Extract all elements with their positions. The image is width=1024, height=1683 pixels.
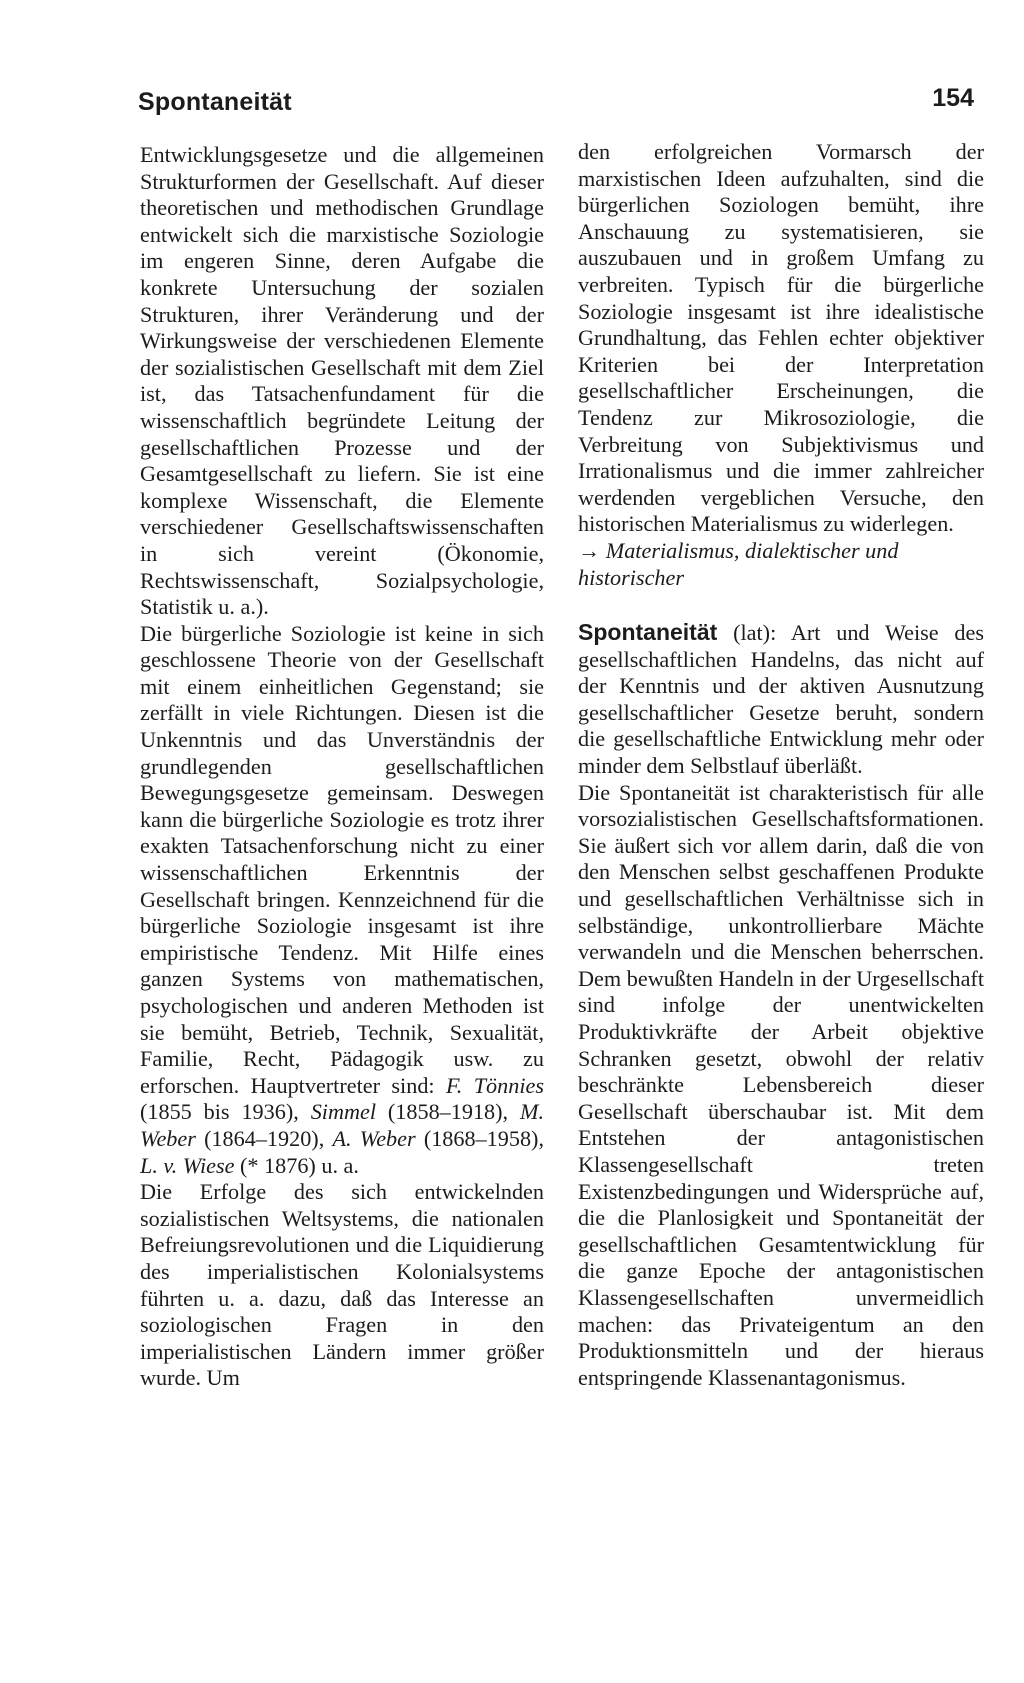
entry-etymology: (lat): [733,620,777,646]
paragraph-continuation: den erfolgreichen Vormarsch der marxistischen Ideen aufzuhalten, sind die bürgerlichen Soziologen bemüht, ihre Anschauung zu systematisieren, sie auszubauen und in großem Umfang zu verbreiten. Typisch für die bürgerliche Soziologie insgesamt ist ihre idealistische Grundhaltung, das Fehlen echter objektiver Kriterien bei der Interpretation gesellschaftlicher Erscheinungen, die Tendenz zur Mikrosoziologie, die Verbreitung von Subjektivismus und Irrationalismus und die immer zahlreicher werdenden vergeblichen Versuche, den historischen Materialismus zu widerlegen. [578,139,984,537]
author-m-weber: M. Weber [140,1099,545,1151]
paragraph-marxist-sociology: Entwicklungsgesetze und die allgemeinen Strukturformen der Gesellschaft. Auf dieser theoretischen und methodischen Grundlage entwickelt sich die marxistische Soziologie im engeren Sinne, deren Aufgabe die konkrete Untersuchung der sozialen Strukturen, ihrer Veränderung und der Wirkungsweise der verschiedenen Elemente der sozialistischen Gesellschaft mit dem Ziel ist, das Tatsachenfundament für die wissenschaftlich begründete Leitung der gesellschaftlichen Prozesse und der Gesamtgesellschaft zu liefern. Sie ist eine komplexe Wissenschaft, die Elemente verschiedener Gesellschaftswissenschaften in sich vereint (Ökonomie, Rechtswissenschaft, Sozialpsychologie, Statistik u. a.). [140,142,544,620]
cross-reference-target[interactable]: Materialismus, dialektischer und historischer [578,537,899,590]
years-simmel: (1858–1918), [387,1099,509,1125]
author-simmel: Simmel [310,1099,377,1125]
entry-definition-text: Art und Weise des gesellschaftlichen Handelns, das nicht auf der Kenntnis und der aktiven Ausnutzung gesellschaftlicher Gesetze beruht, sondern die gesellschaftliche Entwicklung mehr oder minder dem Selbstlauf überläßt. [578,620,985,779]
entry-headword: Spontaneität [578,619,718,646]
cross-reference-arrow-icon: → [578,537,601,563]
entry-definition [578,619,984,780]
bourgeois-sociology-text: Die bürgerliche Soziologie ist keine in sich geschlossene Theorie von der Gesellschaft mit einem einheitlichen Gegenstand; sie zerfällt in viele Richtungen. Diesen ist die Unkenntnis und das Unverständnis der grundlegenden gesellschaftlichen Bewegungsgesetze gemeinsam. Deswegen kann die bürgerliche Soziologie es trotz ihrer exakten Tatsachenforschung nicht zu einer wissenschaftlichen Erkenntnis der Gesellschaft bringen. Kennzeichnend für die bürgerliche Soziologie insgesamt ist ihre empiristische Tendenz. Mit Hilfe eines ganzen Systems von mathematischen, psychologischen und anderen Methoden ist sie bemüht, Betrieb, Technik, Sexualität, Familie, Recht, Pädagogik usw. zu erforschen. Hauptvertreter sind: [140,620,544,1098]
paragraph-spontaneity-characteristic: Die Spontaneität ist charakteristisch für alle vorsozialistischen Gesellschaftsformationen. Sie äußert sich vor allem darin, daß die von den Menschen selbst geschaffenen Produkte und gesellschaftlichen Verhältnisse sich in selbständige, unkontrollierbare Mächte verwandeln und die Menschen beherrschen. Dem bewußten Handeln in der Urgesellschaft sind infolge der unentwickelten Produktivkräfte der Arbeit objektive Schranken gesetzt, obwohl der relativ beschränkte Lebensbereich dieser Gesellschaft überschaubar ist. Mit dem Entstehen der antagonistischen Klassengesellschaft treten Existenzbedingungen und Widersprüche auf, die die Planlosigkeit und Spontaneität der gesellschaftlichen Gesamtentwicklung für die ganze Epoche der antagonistischen Klassengesellschaften unvermeidlich machen: das Privateigentum an den Produktionsmitteln und der hieraus entspringende Klassenantagonismus. [578,779,984,1390]
years-toennies: (1855 bis 1936), [140,1099,299,1125]
author-wiese: L. v. Wiese [140,1152,235,1178]
years-wiese: (* 1876) u. a. [240,1152,359,1178]
right-column [578,139,984,1391]
cross-reference[interactable] [578,538,984,591]
author-a-weber: A. Weber [332,1125,416,1151]
page-header [138,84,974,124]
author-toennies: F. Tönnies [446,1072,544,1098]
paragraph-bourgeois-sociology [140,621,544,1179]
paragraph-socialist-world-system: Die Erfolge des sich entwickelnden sozialistischen Weltsystems, die nationalen Befreiungsrevolutionen und die Liquidierung des imperialistischen Kolonialsystems führten u. a. dazu, daß das Interesse an soziologischen Fragen in den imperialistischen Ländern immer größer wurde. Um [140,1179,544,1391]
left-column [140,142,544,1392]
page-number: 154 [932,84,974,112]
dictionary-entry-spontaneitaet [578,619,984,1391]
running-head: Spontaneität [138,88,292,116]
years-m-weber: (1864–1920), [204,1125,325,1151]
years-a-weber: (1868–1958), [423,1125,544,1151]
